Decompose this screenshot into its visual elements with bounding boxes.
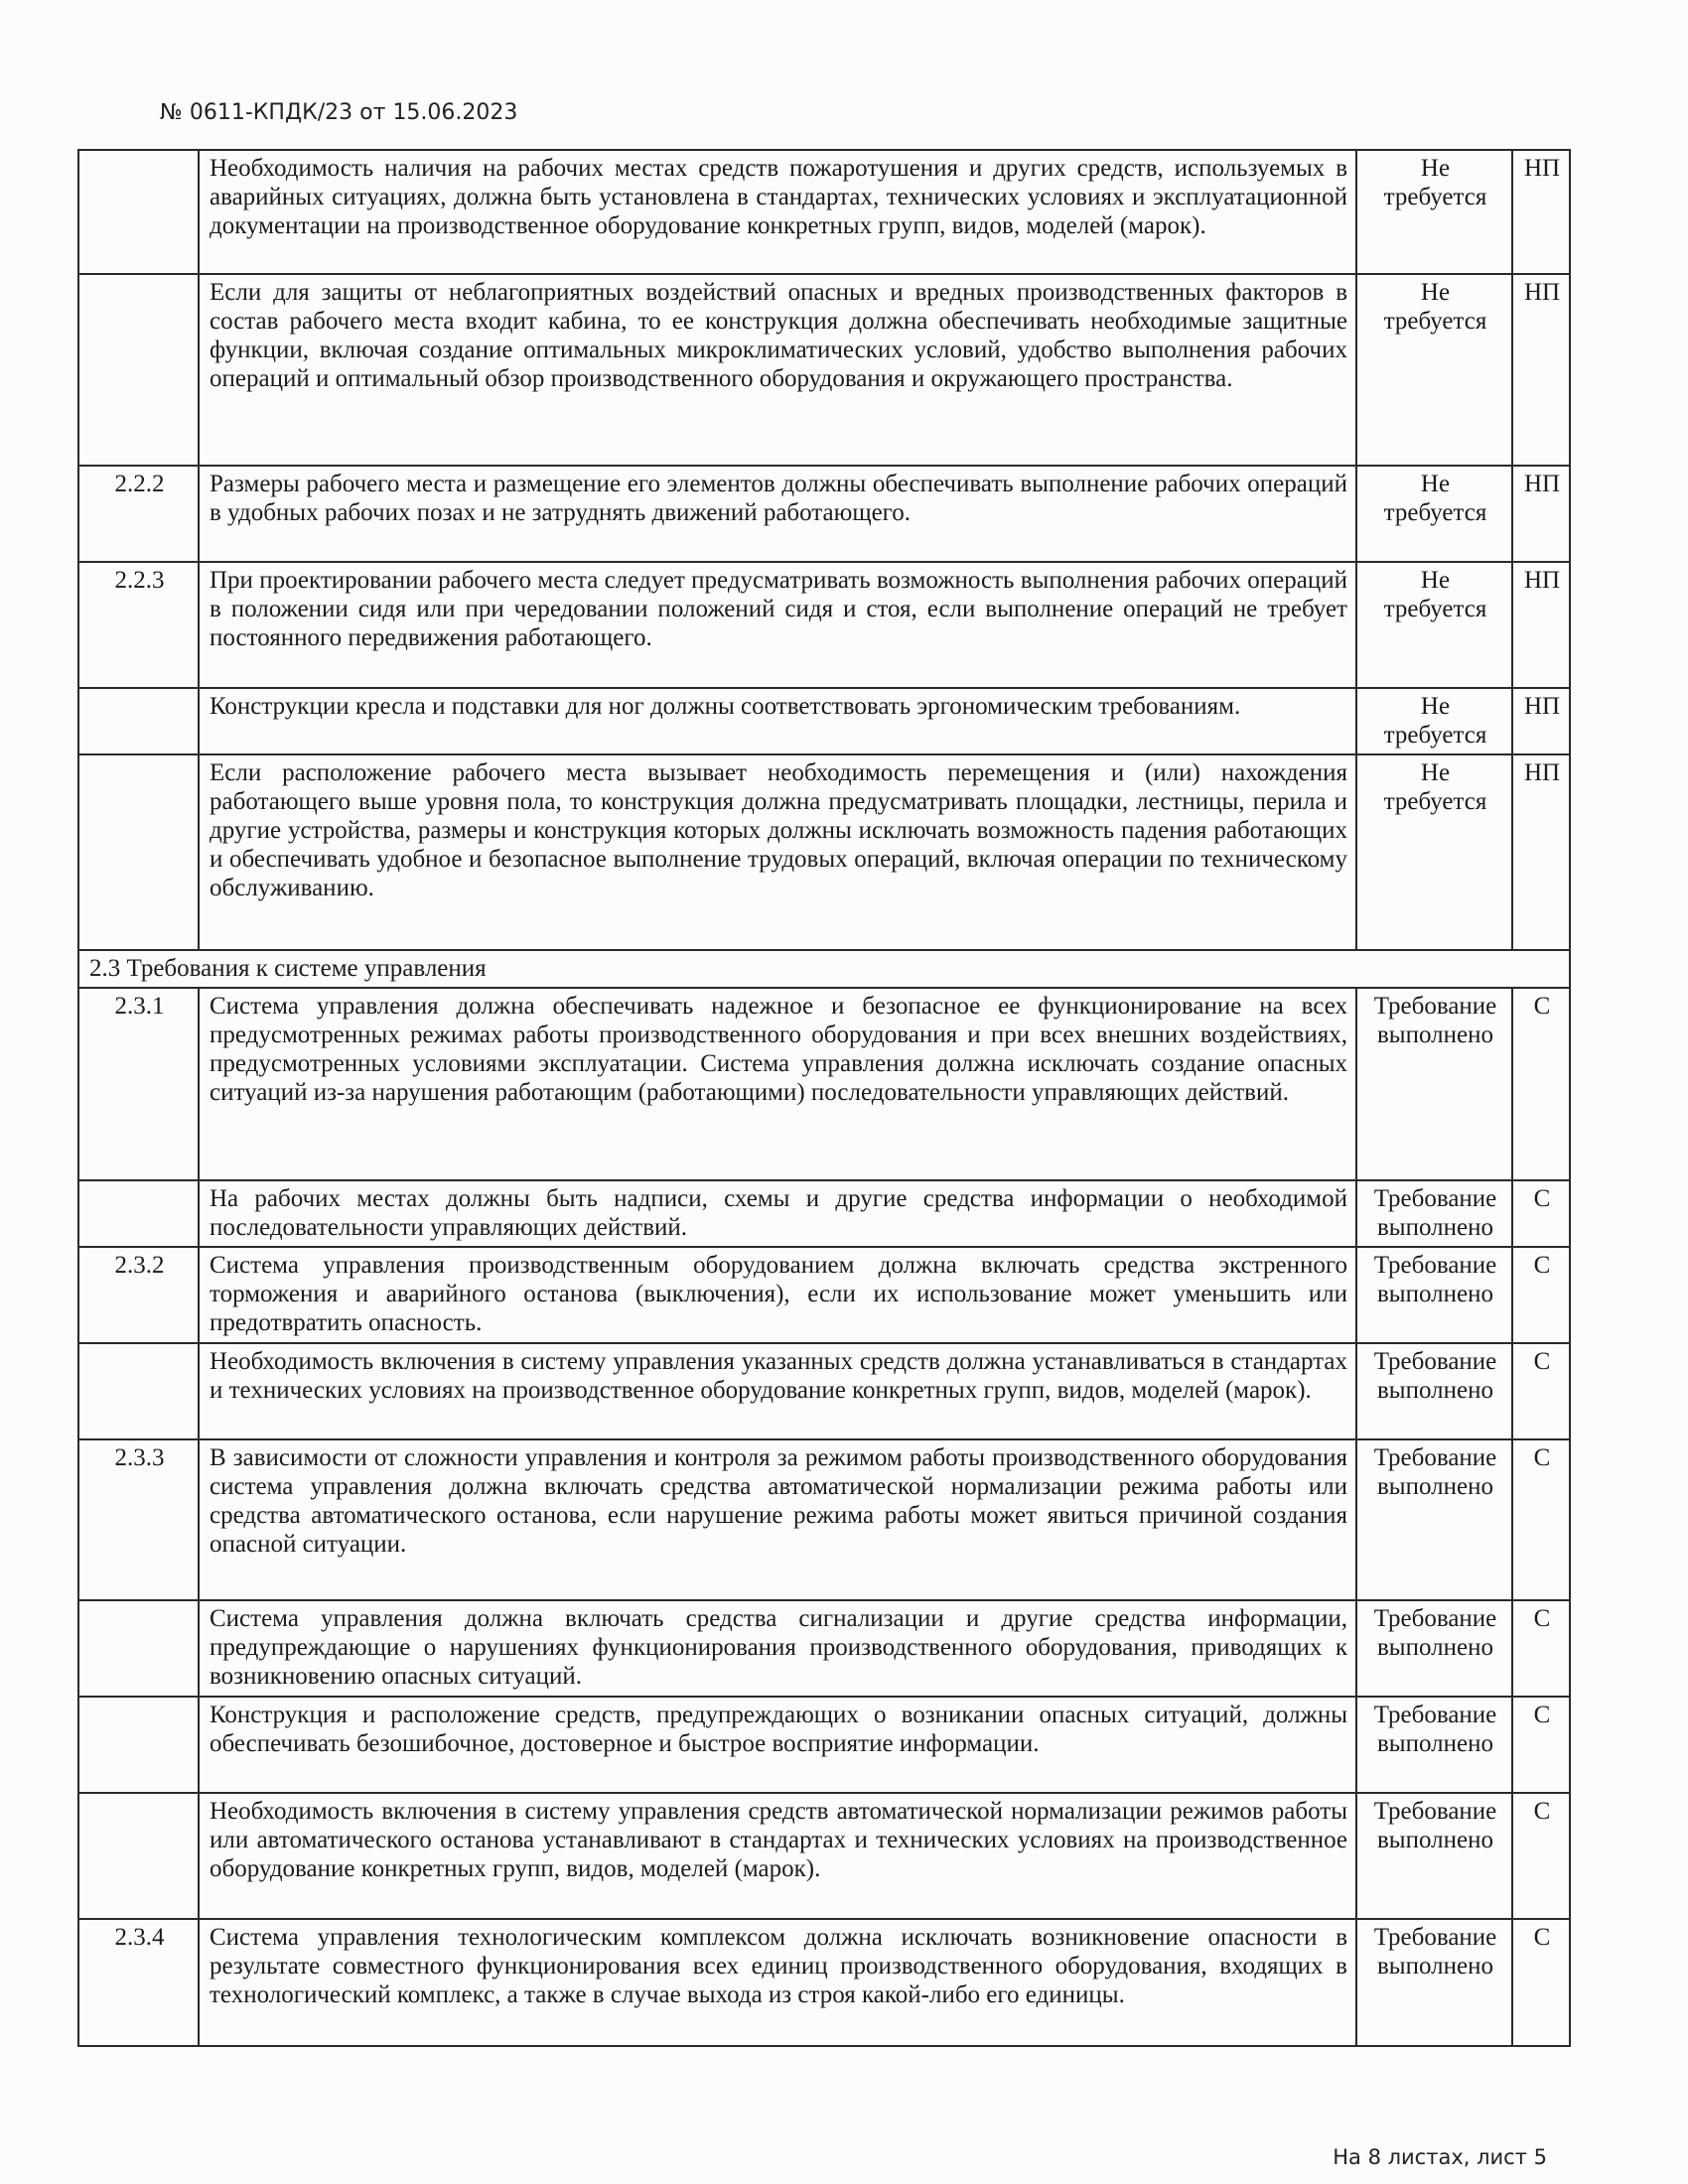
compliance-status: Требование выполнено [1356,988,1512,1180]
compliance-mark: С [1512,1793,1570,1919]
table-row [78,274,1570,466]
table-row [78,688,1570,754]
requirement-text: Система управления технологическим комплексом должна исключать возникновение опасности в результате совместного функционирования всех единиц производственного оборудования, входящих в технологический комплекс, а также в случае выхода из строя какой-либо его единицы. [199,1919,1356,2046]
compliance-status: Требование выполнено [1356,1247,1512,1343]
row-number [78,150,199,274]
row-number [78,1180,199,1247]
row-number [78,1793,199,1919]
compliance-status: Требование выполнено [1356,1439,1512,1600]
table-row [78,1439,1570,1600]
row-number: 2.2.2 [78,466,199,562]
compliance-mark: С [1512,1343,1570,1439]
compliance-mark: НП [1512,562,1570,688]
table-row [78,150,1570,274]
row-number: 2.3.1 [78,988,199,1180]
requirement-text: Если расположение рабочего места вызывает необходимость перемещения и (или) нахождения работающего выше уровня пола, то конструкция должна предусматривать площадки, лестницы, перила и другие устройства, размеры и конструкция которых должны исключать возможность падения работающих и обеспечивать удобное и безопасное выполнение трудовых операций, включая операции по техническому обслуживанию. [199,754,1356,950]
compliance-status: Не требуется [1356,562,1512,688]
table-row [78,1600,1570,1697]
compliance-mark: С [1512,1697,1570,1793]
requirement-text: Конструкция и расположение средств, предупреждающих о возникании опасных ситуаций, должны обеспечивать безошибочное, достоверное и быстрое восприятие информации. [199,1697,1356,1793]
table-row [78,1247,1570,1343]
table-row [78,1697,1570,1793]
section-title: 2.3 Требования к системе управления [78,950,1570,988]
table-row [78,754,1570,950]
compliance-status: Требование выполнено [1356,1600,1512,1697]
compliance-mark: НП [1512,274,1570,466]
compliance-status: Требование выполнено [1356,1180,1512,1247]
sheet-counter: На 8 листах, лист 5 [1333,2145,1547,2169]
requirement-text: Система управления должна обеспечивать надежное и безопасное ее функционирование на всех предусмотренных режимах работы производственного оборудования и при всех внешних воздействиях, предусмотренных условиями эксплуатации. Система управления должна исключать создание опасных ситуаций из-за нарушения работающим (работающими) последовательности управляющих действий. [199,988,1356,1180]
requirement-text: При проектировании рабочего места следует предусматривать возможность выполнения рабочих операций в положении сидя или при чередовании положений сидя и стоя, если выполнение операций не требует постоянного передвижения работающего. [199,562,1356,688]
table-row [78,466,1570,562]
row-number [78,1697,199,1793]
row-number: 2.3.2 [78,1247,199,1343]
compliance-status: Требование выполнено [1356,1919,1512,2046]
table-row [78,562,1570,688]
compliance-status: Не требуется [1356,466,1512,562]
requirement-text: На рабочих местах должны быть надписи, схемы и другие средства информации о необходимой последовательности управляющих действий. [199,1180,1356,1247]
row-number [78,754,199,950]
section-row [78,950,1570,988]
compliance-mark: НП [1512,754,1570,950]
compliance-mark: НП [1512,688,1570,754]
requirement-text: В зависимости от сложности управления и контроля за режимом работы производственного оборудования система управления должна включать средства автоматической нормализации режима работы или средства автоматического останова, если нарушение режима работы может явиться причиной создания опасной ситуации. [199,1439,1356,1600]
compliance-status: Требование выполнено [1356,1343,1512,1439]
document-number: № 0611-КПДК/23 от 15.06.2023 [160,100,518,125]
compliance-status: Не требуется [1356,688,1512,754]
requirement-text: Система управления производственным оборудованием должна включать средства экстренного торможения и аварийного останова (выключения), если их использование может уменьшить или предотвратить опасность. [199,1247,1356,1343]
row-number: 2.3.4 [78,1919,199,2046]
row-number [78,688,199,754]
compliance-status: Требование выполнено [1356,1793,1512,1919]
row-number [78,1600,199,1697]
compliance-status: Не требуется [1356,754,1512,950]
table-row [78,1919,1570,2046]
requirement-text: Необходимость включения в систему управления указанных средств должна устанавливаться в стандартах и технических условиях на производственное оборудование конкретных групп, видов, моделей (марок). [199,1343,1356,1439]
compliance-mark: С [1512,988,1570,1180]
table-row [78,988,1570,1180]
row-number [78,274,199,466]
row-number [78,1343,199,1439]
requirement-text: Система управления должна включать средства сигнализации и другие средства информации, предупреждающие о нарушениях функционирования производственного оборудования, приводящих к возникновению опасных ситуаций. [199,1600,1356,1697]
compliance-mark: НП [1512,466,1570,562]
compliance-mark: С [1512,1600,1570,1697]
compliance-mark: С [1512,1919,1570,2046]
compliance-mark: НП [1512,150,1570,274]
requirement-text: Необходимость наличия на рабочих местах средств пожаротушения и других средств, используемых в аварийных ситуациях, должна быть установлена в стандартах, технических условиях и эксплуатационной документации на производственное оборудование конкретных групп, видов, моделей (марок). [199,150,1356,274]
compliance-status: Не требуется [1356,274,1512,466]
table-row [78,1180,1570,1247]
requirement-text: Если для защиты от неблагоприятных воздействий опасных и вредных производственных факторов в состав рабочего места входит кабина, то ее конструкция должна обеспечивать необходимые защитные функции, включая создание оптимальных микроклиматических условий, удобство выполнения рабочих операций и оптимальный обзор производственного оборудования и окружающего пространства. [199,274,1356,466]
row-number: 2.2.3 [78,562,199,688]
compliance-mark: С [1512,1180,1570,1247]
compliance-mark: С [1512,1247,1570,1343]
compliance-mark: С [1512,1439,1570,1600]
row-number: 2.3.3 [78,1439,199,1600]
compliance-status: Требование выполнено [1356,1697,1512,1793]
table-row [78,1793,1570,1919]
requirement-text: Необходимость включения в систему управления средств автоматической нормализации режимов работы или автоматического останова устанавливают в стандартах и технических условиях на производственное оборудование конкретных групп, видов, моделей (марок). [199,1793,1356,1919]
compliance-status: Не требуется [1356,150,1512,274]
requirement-text: Конструкции кресла и подставки для ног должны соответствовать эргономическим требованиям. [199,688,1356,754]
requirement-text: Размеры рабочего места и размещение его элементов должны обеспечивать выполнение рабочих операций в удобных рабочих позах и не затруднять движений работающего. [199,466,1356,562]
table-row [78,1343,1570,1439]
requirements-table [77,149,1571,2047]
